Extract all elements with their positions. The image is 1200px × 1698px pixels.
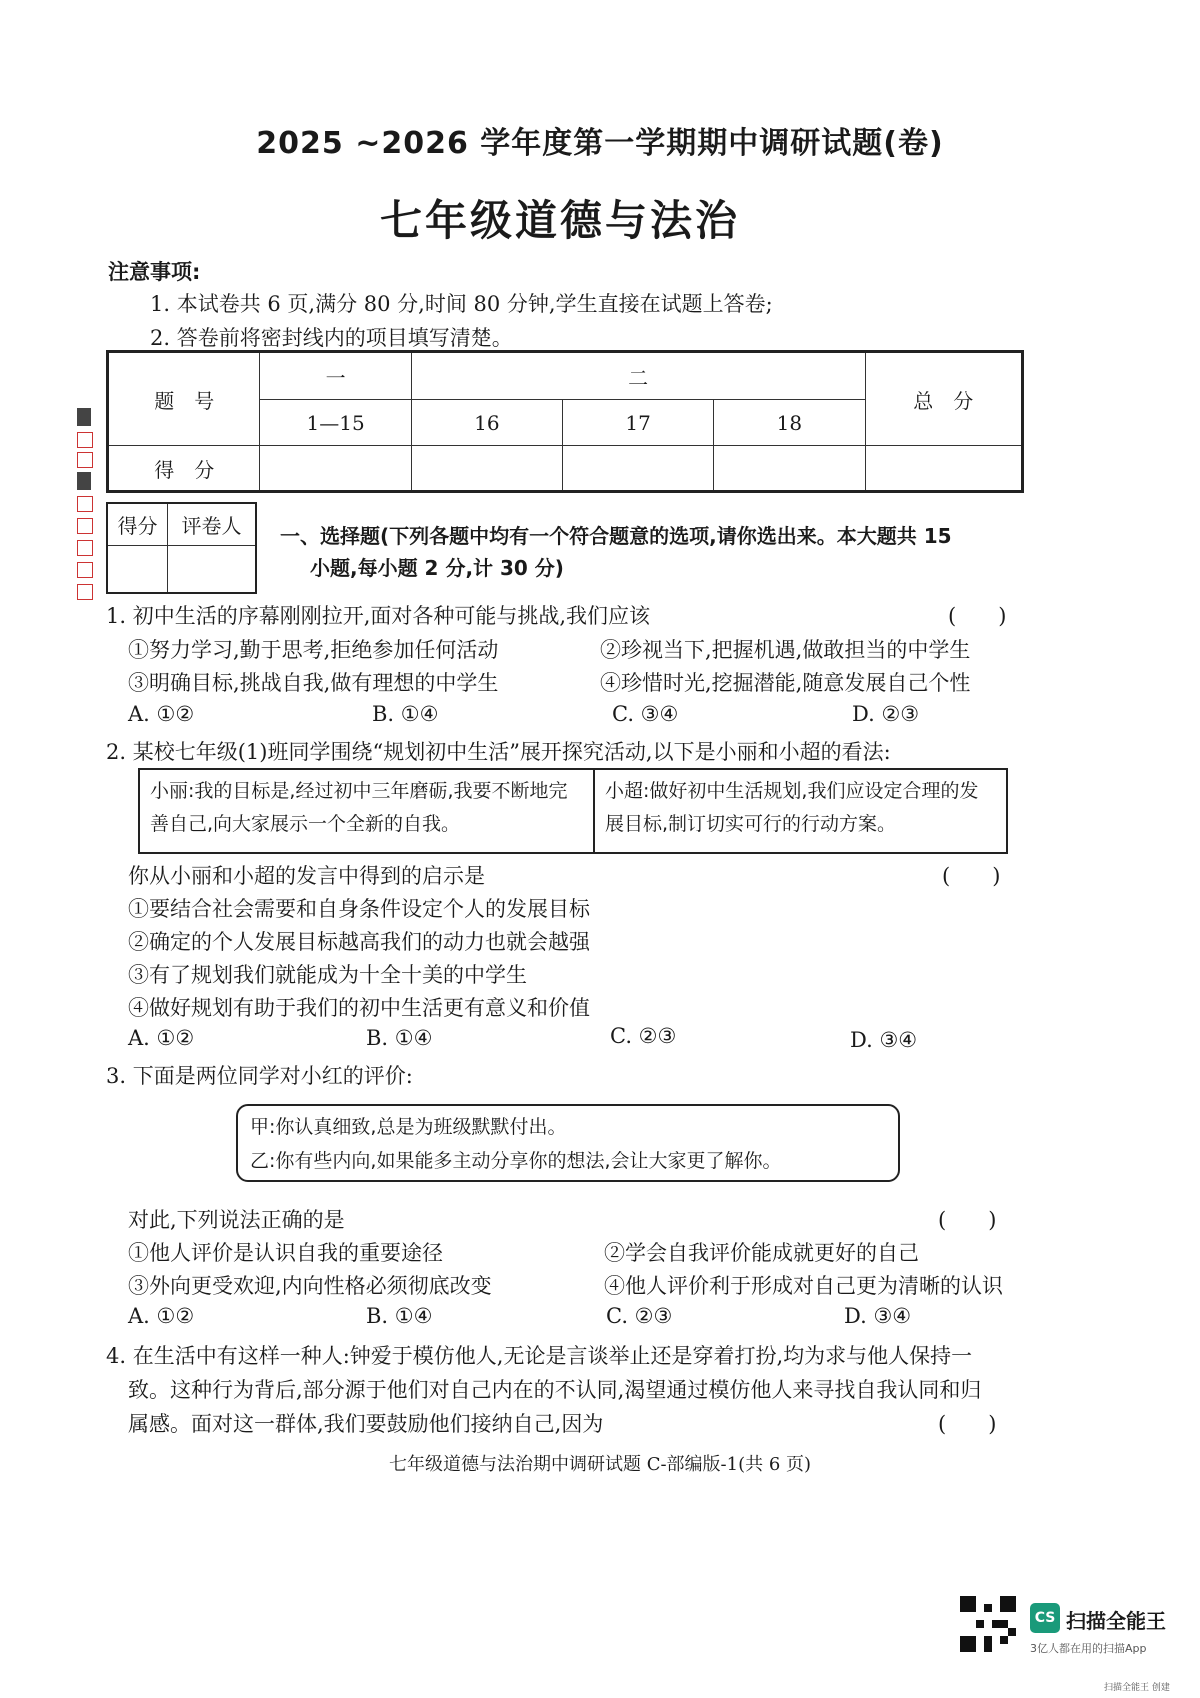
evaluation-box (236, 1104, 900, 1182)
statement-option: ④做好规划有助于我们的初中生活更有意义和价值 (128, 996, 590, 1020)
statement-option: ③明确目标,挑战自我,做有理想的中学生 (128, 671, 499, 695)
binding-mark (77, 472, 91, 490)
question-stem: 4. 在生活中有这样一种人:钟爱于模仿他人,无论是言谈举止还是穿着打扮,均为求与他人保持一 (106, 1344, 973, 1368)
notice-heading: 注意事项: (108, 260, 201, 284)
col-header: 17 (563, 400, 714, 446)
section-heading (280, 520, 1040, 584)
part-one-header: 一 (260, 352, 411, 400)
statement-option: ④珍惜时光,挖掘潜能,随意发展自己个性 (600, 671, 971, 695)
answer-bracket[interactable]: ( ) (942, 864, 1001, 888)
question-stem-cont: 致。这种行为背后,部分源于他们对自己内在的不认同,渴望通过模仿他人来寻找自我认同和归 (128, 1378, 982, 1402)
xiaoli-quote: 小丽:我的目标是,经过初中三年磨砺,我要不断地完善自己,向大家展示一个全新的自我。 (140, 770, 595, 852)
evaluation-line: 乙:你有些内向,如果能多主动分享你的想法,会让大家更了解你。 (250, 1150, 782, 1172)
question-stem-cont: 属感。面对这一群体,我们要鼓励他们接纳自己,因为 (128, 1412, 604, 1436)
scanner-corner-mark: 扫描全能王 创建 (1104, 1683, 1170, 1693)
scanner-tagline: 3亿人都在用的扫描App (1030, 1642, 1147, 1655)
answer-choice[interactable]: A. ①② (128, 1026, 195, 1050)
notice-item: 1. 本试卷共 6 页,满分 80 分,时间 80 分钟,学生直接在试题上答卷; (150, 292, 773, 316)
grader-name-cell[interactable] (168, 545, 256, 593)
statement-option: ①他人评价是认识自我的重要途径 (128, 1241, 443, 1265)
section-heading-line: 小题,每小题 2 分,计 30 分) (310, 556, 564, 580)
answer-choice[interactable]: C. ②③ (606, 1304, 673, 1328)
statement-option: ①努力学习,勤于思考,拒绝参加任何活动 (128, 638, 499, 662)
binding-mark (77, 452, 93, 468)
statement-option: ③外向更受欢迎,内向性格必须彻底改变 (128, 1274, 492, 1298)
question-stem: 3. 下面是两位同学对小红的评价: (106, 1064, 413, 1088)
score-row-label: 得 分 (108, 446, 260, 492)
question-prompt: 对此,下列说法正确的是 (128, 1208, 345, 1232)
exam-title: 2025 ~2026 学年度第一学期期中调研试题(卷) (256, 126, 944, 161)
section-heading-line: 一、选择题(下列各题中均有一个符合题意的选项,请你选出来。本大题共 15 (280, 524, 952, 548)
binding-mark (77, 496, 93, 512)
answer-choice[interactable]: A. ①② (128, 1304, 195, 1328)
binding-mark (77, 432, 93, 448)
grader-name-label: 评卷人 (168, 503, 256, 545)
col-header: 16 (411, 400, 562, 446)
answer-bracket[interactable]: ( ) (938, 1208, 997, 1232)
score-cell[interactable] (260, 446, 411, 492)
grader-table (106, 502, 257, 594)
score-cell[interactable] (714, 446, 865, 492)
binding-mark (77, 562, 93, 578)
subject-title: 七年级道德与法治 (379, 196, 740, 245)
score-cell[interactable] (865, 446, 1022, 492)
notice-item: 2. 答卷前将密封线内的项目填写清楚。 (150, 326, 513, 350)
answer-bracket[interactable]: ( ) (948, 604, 1007, 628)
answer-choice[interactable]: B. ①④ (366, 1304, 433, 1328)
part-two-header: 二 (411, 352, 865, 400)
binding-mark (77, 540, 93, 556)
answer-choice[interactable]: C. ③④ (612, 702, 679, 726)
camscanner-logo-icon: CS (1030, 1603, 1060, 1633)
xiaochao-quote: 小超:做好初中生活规划,我们应设定合理的发展目标,制订切实可行的行动方案。 (605, 780, 979, 835)
answer-choice[interactable]: B. ①④ (366, 1026, 433, 1050)
statement-option: ②确定的个人发展目标越高我们的动力也就会越强 (128, 930, 590, 954)
answer-choice[interactable]: D. ③④ (850, 1028, 918, 1052)
binding-mark (77, 408, 91, 426)
score-table (106, 350, 1024, 493)
qr-code-icon (960, 1596, 1016, 1652)
statement-option: ②学会自我评价能成就更好的自己 (604, 1241, 919, 1265)
statement-option: ②珍视当下,把握机遇,做敢担当的中学生 (600, 638, 971, 662)
answer-choice[interactable]: D. ③④ (844, 1304, 912, 1328)
answer-bracket[interactable]: ( ) (938, 1412, 997, 1436)
scanner-brand: 扫描全能王 (1066, 1609, 1166, 1633)
col-header: 18 (714, 400, 865, 446)
col-header: 1—15 (260, 400, 411, 446)
score-cell[interactable] (563, 446, 714, 492)
question-stem: 2. 某校七年级(1)班同学围绕“规划初中生活”展开探究活动,以下是小丽和小超的看法: (106, 740, 891, 764)
total-score-label: 总 分 (865, 352, 1022, 446)
grader-score-label: 得分 (107, 503, 168, 545)
binding-mark (77, 518, 93, 534)
page-footer: 七年级道德与法治期中调研试题 C-部编版-1(共 6 页) (388, 1454, 812, 1475)
statement-option: ③有了规划我们就能成为十全十美的中学生 (128, 963, 527, 987)
statement-option: ④他人评价利于形成对自己更为清晰的认识 (604, 1274, 1003, 1298)
answer-choice[interactable]: C. ②③ (610, 1024, 677, 1048)
quote-box (138, 768, 1008, 854)
question-prompt: 你从小丽和小超的发言中得到的启示是 (128, 864, 485, 888)
statement-option: ①要结合社会需要和自身条件设定个人的发展目标 (128, 897, 590, 921)
question-stem: 1. 初中生活的序幕刚刚拉开,面对各种可能与挑战,我们应该 (106, 604, 651, 628)
answer-choice[interactable]: B. ①④ (372, 702, 439, 726)
binding-mark (77, 584, 93, 600)
question-number-label: 题 号 (108, 352, 260, 446)
grader-score-cell[interactable] (107, 545, 168, 593)
score-cell[interactable] (411, 446, 562, 492)
evaluation-line: 甲:你认真细致,总是为班级默默付出。 (250, 1116, 567, 1138)
answer-choice[interactable]: A. ①② (128, 702, 195, 726)
answer-choice[interactable]: D. ②③ (852, 702, 920, 726)
